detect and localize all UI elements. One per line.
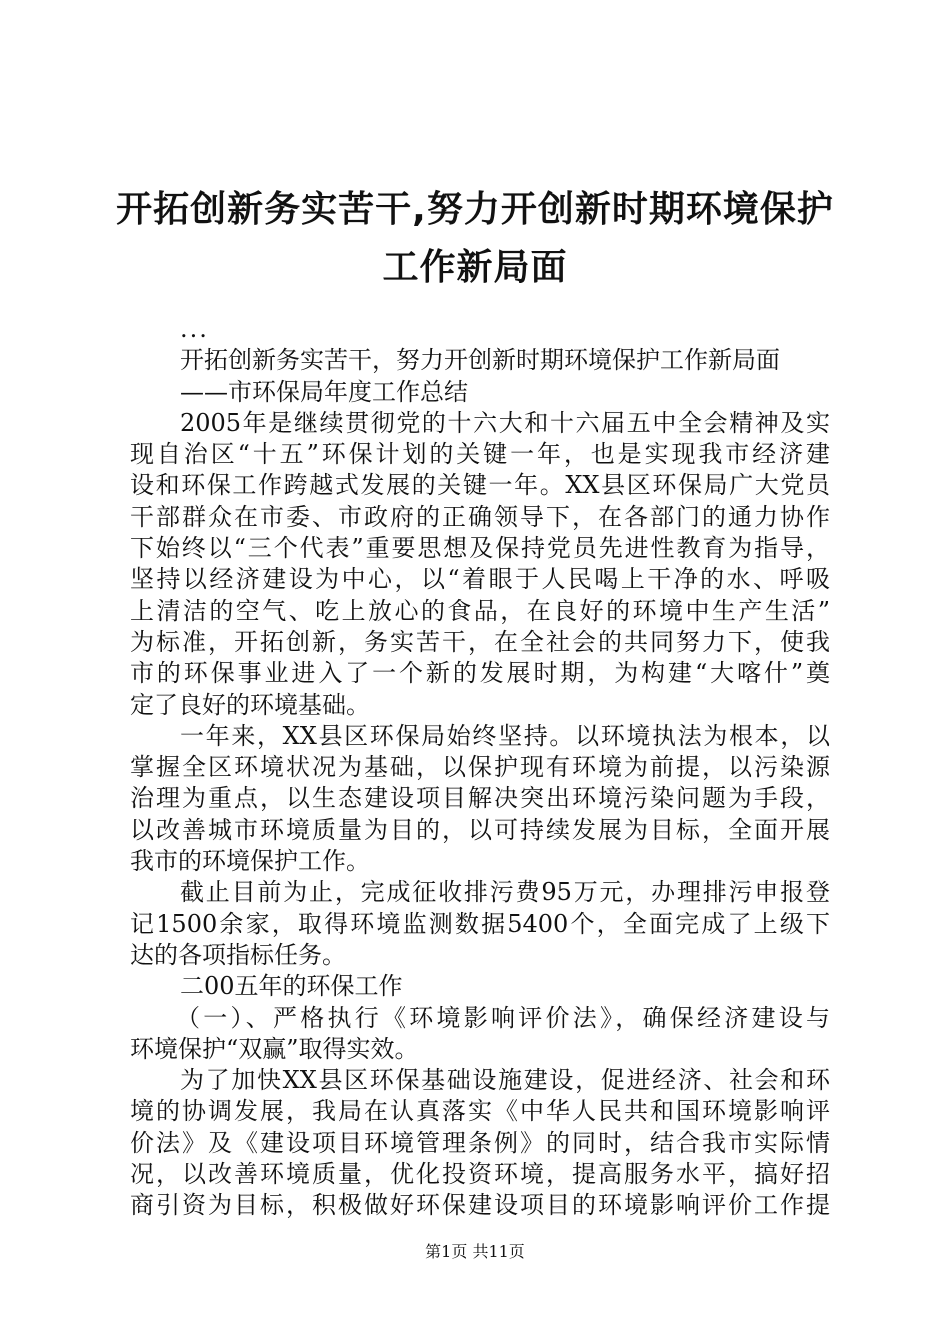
body-text-line: 达的各项指标任务。 [130,940,346,969]
document-body [130,314,830,1222]
body-text-line: 以改善城市环境质量为目的，以可持续发展为目标，全面开展 [130,815,830,844]
body-text-line: 治理为重点，以生态建设项目解决突出环境污染问题为手段， [130,784,830,813]
body-text-line: 环境保护“双赢”取得实效。 [130,1034,419,1063]
body-text-line: 记1500余家，取得环境监测数据5400个，全面完成了上级下 [130,909,830,938]
body-text-line: 掌握全区环境状况为基础，以保护现有环境为前提，以污染源 [130,753,830,782]
body-text-line: 二00五年的环保工作 [180,972,403,1001]
body-text-line: 现自治区“十五”环保计划的关键一年，也是实现我市经济建 [130,440,830,469]
body-text-line: 设和环保工作跨越式发展的关键一年。XX县区环保局广大党员 [130,471,830,500]
body-text-line: （一）、严格执行《环境影响评价法》，确保经济建设与 [176,1003,830,1032]
body-text-line: 我市的环境保护工作。 [130,847,370,876]
body-text-line: 干部群众在市委、市政府的正确领导下，在各部门的通力协作 [130,502,830,531]
body-text-line: 上清洁的空气、吃上放心的食品，在良好的环境中生产生活” [130,596,830,625]
body-text-line: 境的协调发展，我局在认真落实《中华人民共和国环境影响评 [130,1097,830,1126]
body-text-line: 坚持以经济建设为中心，以“着眼于人民喝上干净的水、呼吸 [130,565,830,594]
body-text-line: 下始终以“三个代表”重要思想及保持党员先进性教育为指导， [130,534,830,563]
body-text-line: 商引资为目标，积极做好环保建设项目的环境影响评价工作提 [130,1191,830,1220]
document-title-line-1: 开拓创新务实苦干,努力开创新时期环境保护 [116,189,834,230]
body-text-line: ——市环保局年度工作总结 [180,377,468,406]
body-text-line: 市的环保事业进入了一个新的发展时期，为构建“大喀什”奠 [130,659,830,688]
body-text-line: 一年来，XX县区环保局始终坚持。以环境执法为根本，以 [180,721,830,750]
body-text-line: 况，以改善环境质量，优化投资环境，提高服务水平，搞好招 [130,1160,830,1189]
page-footer: 第1页 共11页 [425,1242,525,1261]
body-text-line: 为了加快XX县区环保基础设施建设，促进经济、社会和环 [180,1066,830,1095]
body-text-line: 2005年是继续贯彻党的十六大和十六届五中全会精神及实 [180,408,830,437]
body-text-line: 价法》及《建设项目环境管理条例》的同时，结合我市实际情 [130,1128,830,1157]
body-text-line: 为标准，开拓创新，务实苦干，在全社会的共同努力下，使我 [130,627,830,656]
body-text-line: 开拓创新务实苦干，努力开创新时期环境保护工作新局面 [180,346,780,375]
document-title-line-2: 工作新局面 [382,247,568,288]
body-text-line: ... [180,315,209,343]
body-text-line: 定了良好的环境基础。 [130,690,370,719]
body-text-line: 截止目前为止，完成征收排污费95万元，办理排污申报登 [180,878,830,907]
